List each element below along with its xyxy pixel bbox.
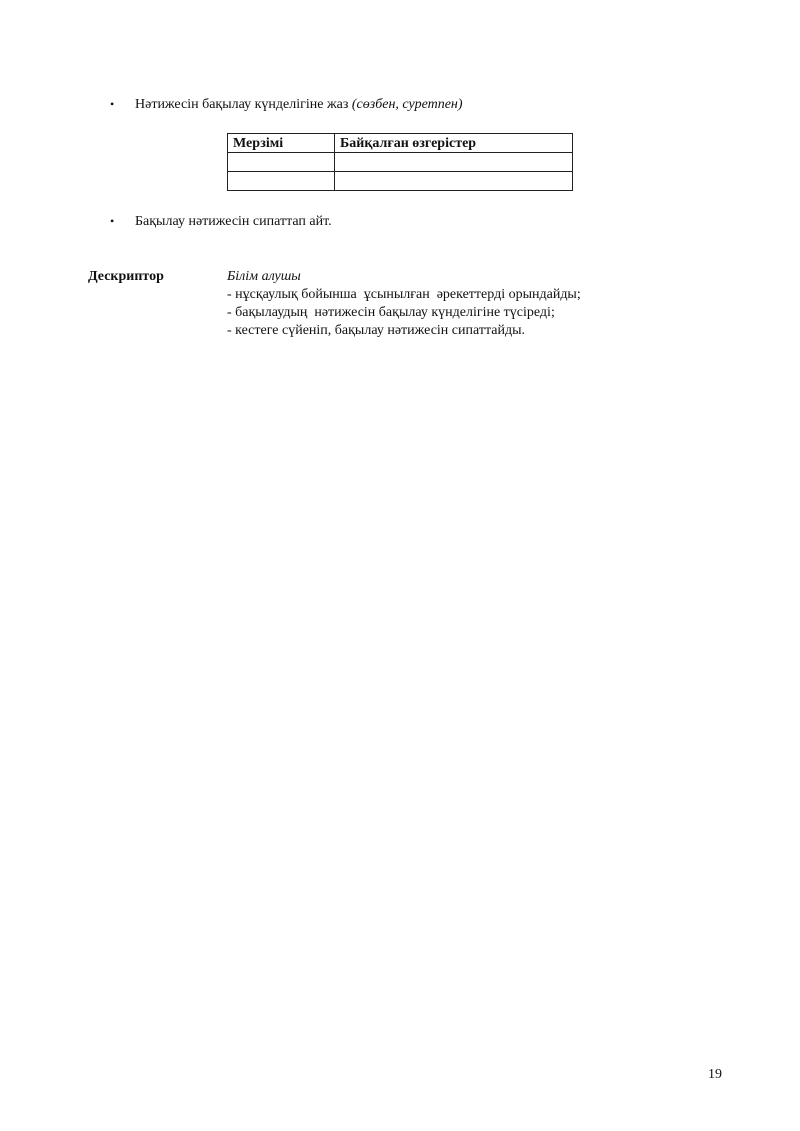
table-header-row [228,134,573,153]
observation-table [227,133,573,191]
bullet-icon: • [110,214,115,228]
instruction-text: Нәтижесін бақылау күнделігіне жаз [135,97,352,112]
table-row [228,172,573,191]
page-number: 19 [708,1067,722,1082]
column-header-date: Мерзімі [228,134,335,153]
descriptor-item: - нұсқаулық бойынша ұсынылған әрекеттерді орындайды; [227,287,581,302]
descriptor-item: - бақылаудың нәтижесін бақылау күнделігіне түсіреді; [227,305,555,320]
instruction-note: (сөзбен, суретпен) [351,97,463,112]
descriptor-label: Дескриптор [88,269,164,284]
descriptor-subject: Білім алушы [227,269,301,284]
table-cell [335,172,573,191]
table-cell [228,153,335,172]
instruction-bullet-describe [110,213,332,230]
instruction-bullet-diary [110,96,463,113]
table-row [228,153,573,172]
descriptor-item: - кестеге сүйеніп, бақылау нәтижесін сипаттайды. [227,323,525,338]
table-cell [335,153,573,172]
bullet-icon: • [110,97,115,111]
descriptor-body [227,268,581,340]
table-cell [228,172,335,191]
column-header-changes: Байқалған өзгерістер [335,134,573,153]
instruction-text: Бақылау нәтижесін сипаттап айт. [135,214,332,229]
